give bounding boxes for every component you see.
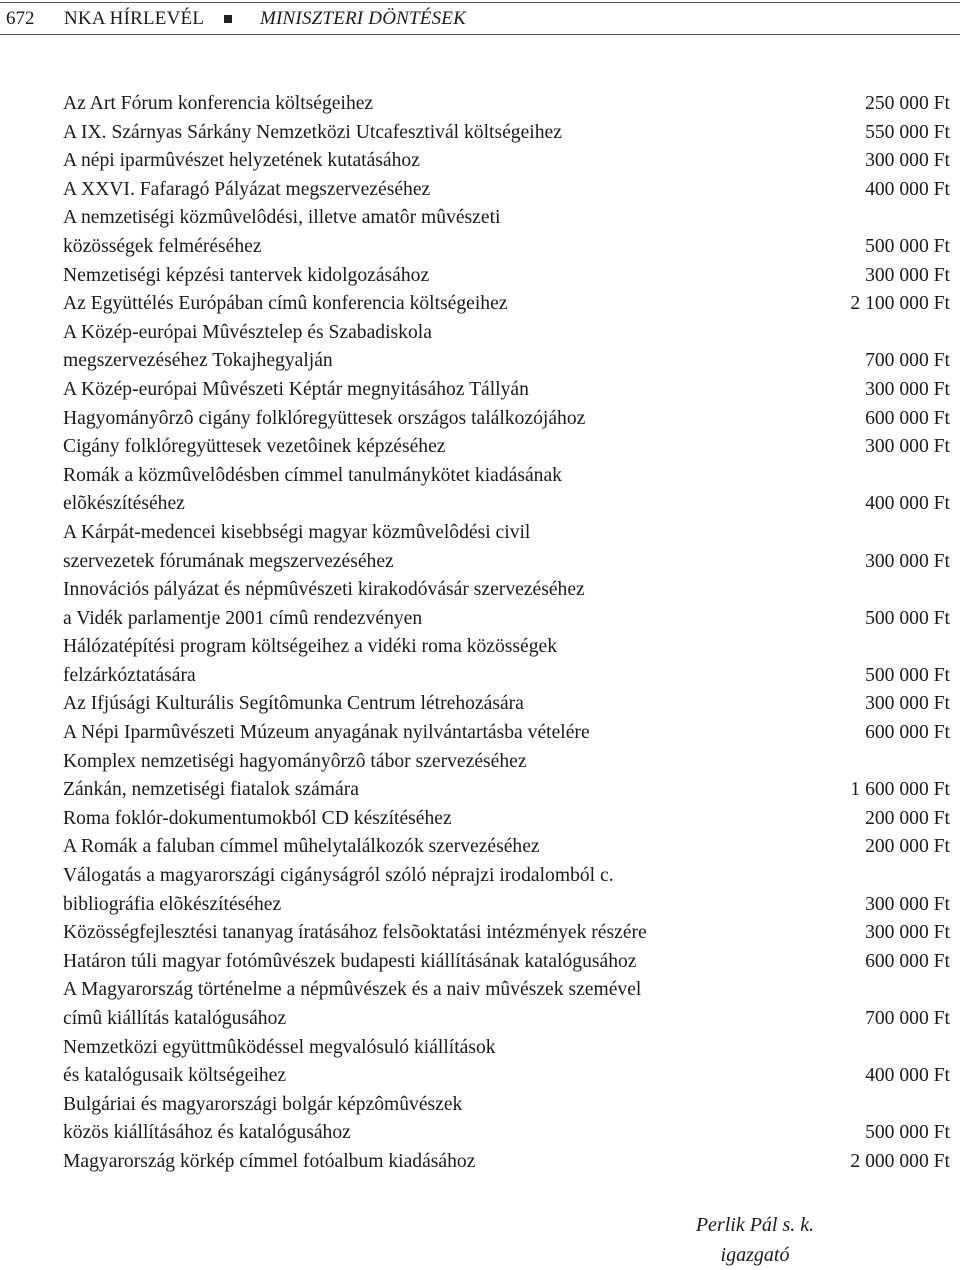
grant-entry	[63, 376, 950, 405]
grant-amount: 600 000 Ft	[865, 407, 950, 429]
grant-description	[63, 262, 865, 291]
grant-description-line: Nemzetiségi képzési tantervek kidolgozásához	[63, 264, 430, 286]
grant-description-line: Hagyományôrzô cigány folklóregyüttesek országos találkozójához	[63, 407, 586, 429]
grant-entry	[63, 147, 950, 176]
grant-description-line: A Közép-európai Mûvészeti Képtár megnyitásához Tállyán	[63, 378, 529, 400]
grant-description	[63, 119, 865, 148]
grant-amount: 700 000 Ft	[865, 1008, 950, 1029]
grant-description	[63, 862, 865, 919]
square-bullet-icon	[224, 15, 232, 23]
grant-amount: 500 000 Ft	[865, 1122, 950, 1144]
grant-entry	[63, 948, 950, 977]
grant-description-line: a Vidék parlamentje 2001 címû rendezvényen	[63, 607, 423, 629]
grant-description-line: Komplex nemzetiségi hagyományôrzô tábor szervezéséhez	[63, 750, 527, 772]
grant-description-line: A XXVI. Fafaragó Pályázat megszervezéséhez	[63, 178, 431, 200]
grant-description-line: A Népi Iparmûvészeti Múzeum anyagának nyilvántartásba vételére	[63, 722, 590, 744]
grant-description	[63, 1148, 850, 1177]
grant-list	[63, 90, 950, 1177]
grant-description	[63, 204, 865, 261]
grant-entry	[63, 862, 950, 919]
grant-description-line: Az Art Fórum konferencia költségeihez	[63, 93, 374, 114]
grant-amount: 300 000 Ft	[865, 550, 950, 572]
page-header	[0, 6, 960, 32]
grant-description	[63, 519, 865, 576]
grant-amount: 250 000 Ft	[865, 93, 950, 114]
grant-description-line: Az Együttélés Európában címû konferencia költségeihez	[63, 293, 508, 315]
grant-amount: 2 100 000 Ft	[850, 293, 950, 315]
grant-description-line: címû kiállítás katalógusához	[63, 1008, 287, 1029]
grant-description	[63, 576, 865, 633]
grant-amount: 200 000 Ft	[865, 807, 950, 829]
grant-description	[63, 405, 865, 434]
grant-amount: 400 000 Ft	[865, 493, 950, 515]
grant-description	[63, 1091, 865, 1148]
grant-entry	[63, 204, 950, 261]
grant-description	[63, 433, 865, 462]
grant-entry	[63, 290, 950, 319]
grant-description-line: A Kárpát-medencei kisebbségi magyar közmûvelôdési civil	[63, 521, 531, 543]
grant-description	[63, 748, 850, 805]
grant-entry	[63, 262, 950, 291]
grant-entry	[63, 1091, 950, 1148]
grant-description-line: Romák a közmûvelôdésben címmel tanulmánykötet kiadásának	[63, 464, 562, 486]
header-top-rule	[0, 2, 960, 3]
grant-description-line: szervezetek fórumának megszervezéséhez	[63, 550, 394, 572]
grant-description-line: Válogatás a magyarországi cigányságról szóló néprajzi irodalomból c.	[63, 865, 614, 887]
grant-amount: 700 000 Ft	[865, 350, 950, 372]
grant-amount: 500 000 Ft	[865, 664, 950, 686]
grant-entry	[63, 176, 950, 205]
grant-entry	[63, 319, 950, 376]
grant-entry	[63, 633, 950, 690]
section-title: MINISZTERI DÖNTÉSEK	[260, 8, 466, 29]
grant-description	[63, 805, 865, 834]
signatory-name: Perlik Pál s. k.	[695, 1214, 815, 1236]
grant-amount: 500 000 Ft	[865, 235, 950, 257]
grant-description-line: A nemzetiségi közmûvelôdési, illetve amatôr mûvészeti	[63, 207, 501, 229]
grant-description-line: közösségek felméréséhez	[63, 235, 262, 257]
grant-amount: 300 000 Ft	[865, 922, 950, 944]
grant-description	[63, 147, 865, 176]
grant-entry	[63, 1148, 950, 1177]
grant-amount: 300 000 Ft	[865, 693, 950, 715]
grant-amount: 500 000 Ft	[865, 607, 950, 629]
grant-amount: 600 000 Ft	[865, 722, 950, 744]
grant-entry	[63, 462, 950, 519]
grant-amount: 2 000 000 Ft	[850, 1150, 950, 1172]
grant-description	[63, 919, 865, 948]
grant-description-line: és katalógusaik költségeihez	[63, 1065, 287, 1087]
grant-description	[63, 462, 865, 519]
grant-description-line: Cigány folklóregyüttesek vezetôinek képzéséhez	[63, 436, 446, 458]
grant-entry	[63, 405, 950, 434]
grant-description	[63, 319, 865, 376]
grant-entry	[63, 719, 950, 748]
grant-entry	[63, 919, 950, 948]
grant-description-line: Bulgáriai és magyarországi bolgár képzômûvészek	[63, 1093, 463, 1115]
grant-amount: 300 000 Ft	[865, 436, 950, 458]
grant-description-line: A Romák a faluban címmel mûhelytalálkozók szervezéséhez	[63, 836, 540, 858]
signature-block	[640, 1210, 870, 1270]
grant-description	[63, 948, 865, 977]
grant-amount: 600 000 Ft	[865, 950, 950, 972]
grant-description-line: Az Ifjúsági Kulturális Segítômunka Centrum létrehozására	[63, 693, 524, 715]
page-number: 672	[6, 8, 35, 29]
grant-entry	[63, 976, 950, 1033]
grant-amount: 550 000 Ft	[865, 121, 950, 143]
grant-description-line: Hálózatépítési program költségeihez a vidéki roma közösségek	[63, 636, 558, 658]
grant-description-line: Magyarország körkép címmel fotóalbum kiadásához	[63, 1150, 476, 1172]
grant-entry	[63, 833, 950, 862]
grant-entry	[63, 805, 950, 834]
grant-description-line: Közösségfejlesztési tananyag íratásához felsõoktatási intézmények részére	[63, 922, 647, 944]
grant-amount: 300 000 Ft	[865, 150, 950, 172]
grant-description-line: A Közép-európai Mûvésztelep és Szabadiskola	[63, 321, 432, 343]
grant-entry	[63, 690, 950, 719]
grant-amount: 1 600 000 Ft	[850, 779, 950, 801]
grant-description	[63, 719, 865, 748]
grant-description-line: bibliográfia elõkészítéséhez	[63, 893, 282, 915]
header-bottom-rule	[0, 34, 960, 35]
grant-amount: 300 000 Ft	[865, 893, 950, 915]
grant-description	[63, 176, 865, 205]
grant-description-line: elõkészítéséhez	[63, 493, 185, 515]
grant-description-line: Zánkán, nemzetiségi fiatalok számára	[63, 779, 359, 801]
grant-description-line: megszervezéséhez Tokajhegyalján	[63, 350, 333, 372]
grant-description-line: közös kiállításához és katalógusához	[63, 1122, 351, 1144]
grant-description-line: Határon túli magyar fotómûvészek budapesti kiállításának katalógusához	[63, 950, 637, 972]
grant-description-line: Innovációs pályázat és népmûvészeti kirakodóvásár szervezéséhez	[63, 579, 585, 601]
grant-description-line: Nemzetközi együttmûködéssel megvalósuló kiállítások	[63, 1036, 496, 1058]
grant-amount: 300 000 Ft	[865, 378, 950, 400]
grant-description-line: A népi iparmûvészet helyzetének kutatásához	[63, 150, 420, 172]
grant-description	[63, 833, 865, 862]
grant-amount: 300 000 Ft	[865, 264, 950, 286]
grant-entry	[63, 748, 950, 805]
grant-entry	[63, 90, 950, 119]
grant-description-line: A IX. Szárnyas Sárkány Nemzetközi Utcafesztivál költségeihez	[63, 121, 562, 143]
grant-amount: 400 000 Ft	[865, 178, 950, 200]
grant-entry	[63, 519, 950, 576]
grant-amount: 200 000 Ft	[865, 836, 950, 858]
grant-description	[63, 290, 850, 319]
grant-description	[63, 1034, 865, 1091]
publication-title: NKA HÍRLEVÉL	[64, 8, 205, 29]
grant-description	[63, 90, 865, 119]
grant-description-line: A Magyarország történelme a népmûvészek és a naiv mûvészek szemével	[63, 979, 642, 1001]
grant-description-line: felzárkóztatására	[63, 664, 196, 686]
grant-entry	[63, 433, 950, 462]
grant-description-line: Roma foklór-dokumentumokból CD készítéséhez	[63, 807, 452, 829]
signatory-title: igazgató	[720, 1244, 790, 1266]
grant-entry	[63, 119, 950, 148]
grant-amount: 400 000 Ft	[865, 1065, 950, 1087]
grant-description	[63, 690, 865, 719]
grant-entry	[63, 1034, 950, 1091]
grant-entry	[63, 576, 950, 633]
grant-description	[63, 376, 865, 405]
grant-description	[63, 633, 865, 690]
grant-description	[63, 976, 865, 1033]
